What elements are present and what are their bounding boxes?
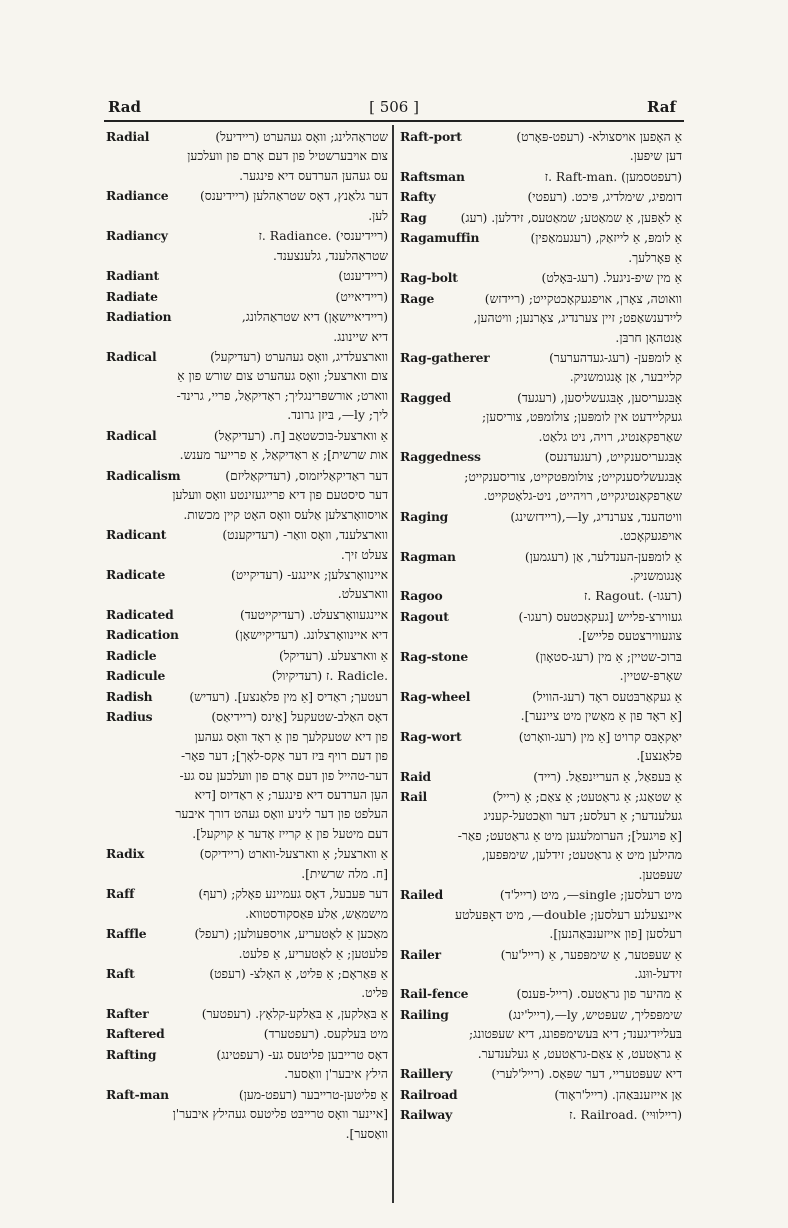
definition-continuation: [אַ פויגעל]; הערומלעגען מיט אַ גראַטעט; פאַר-	[457, 828, 682, 843]
right-column	[400, 127, 682, 1126]
definition-continuation: אויפגעקאָכט.	[619, 529, 682, 544]
entry-first-line	[106, 707, 388, 727]
definition-continuation: ווארצעלט.	[337, 587, 388, 602]
dictionary-entry	[400, 787, 682, 885]
dictionary-entry	[106, 565, 388, 605]
entry-first-line	[400, 727, 682, 747]
definition-text: (רעגו-) .Ragout .ז	[583, 589, 682, 604]
definition-continuation: וואַסער].	[345, 1126, 388, 1141]
headword: Rag	[400, 209, 427, 225]
headword: Raft-man	[106, 1086, 169, 1102]
definition-text: אַ פליטען-טרייבער (רעפט-מען)	[238, 1087, 388, 1102]
headword: Radical	[106, 348, 157, 364]
definition-continuation: העלפט פון דער ליניע וואָס געהט דורך איבער	[175, 807, 388, 822]
headword: Railway	[400, 1107, 453, 1123]
dictionary-entry	[106, 525, 388, 565]
header-rule	[104, 120, 684, 122]
definition-text: (ריילווּיי) .Railroad .ז	[569, 1108, 682, 1123]
definition-text: אַ לומפּען-הענדלער, אַן (רעגמען)	[524, 549, 682, 564]
definition-continuation: בּעלייִדיגענד; דיא בּעשימפּפונג, דיא שעפּטונג;	[469, 1027, 682, 1042]
dictionary-entry	[106, 1024, 388, 1044]
definition-text: אַ פּאַראָם; אַ פּליט, אַ האָלצ- (רעפט)	[209, 967, 388, 982]
dictionary-entry	[400, 268, 682, 288]
entry-first-line	[400, 187, 682, 207]
definition-continuation: קלייבער, אַן אָנגומשניק.	[569, 370, 682, 385]
headword: Radicule	[106, 668, 166, 684]
definition-text: דיא איינוואָרצלונג. (רעדיקיישאָן)	[234, 628, 388, 643]
definition-text: אַ לומפּען- (רעג-געדהערער)	[549, 350, 682, 365]
dictionary-entry	[106, 605, 388, 625]
headword: Rafter	[106, 1005, 149, 1021]
definition-text: יאַקאָבּס קרויט [אַ מין (רעג-וואָרט)	[518, 729, 682, 744]
definition-text: אַ ווארצעלע. (רעדיקל)	[279, 648, 388, 663]
headword: Radication	[106, 627, 179, 643]
headword: Raftsman	[400, 168, 465, 184]
definition-text: שימפּפליך, שעפּטיש, ly—,(רייל'ינג)	[508, 1007, 682, 1022]
definition-text: דער גלאַנץ, דאָס שטראַהלען (ריידיענס)	[200, 189, 388, 204]
headword: Radicate	[106, 566, 166, 582]
definition-continuation: [אַ ראָד פון אַ מאַשין מיט ציינער].	[520, 709, 682, 724]
definition-text: אַ געקאַרבּטעס ראָד (רעג-הוויל)	[532, 689, 682, 704]
entry-first-line	[400, 228, 682, 248]
headword: Radicalism	[106, 467, 181, 483]
headword: Railroad	[400, 1086, 458, 1102]
definition-text: דאָס טרייבען פליטעס גע- (רעפטינג)	[216, 1047, 388, 1062]
dictionary-entry	[106, 1085, 388, 1144]
headword: Radiate	[106, 288, 158, 304]
definition-continuation: דער-טהייל פון דעם אָרם פון וועלכען עס גע-	[179, 768, 388, 783]
headword: Rail	[400, 788, 428, 804]
entry-first-line	[106, 687, 388, 707]
dictionary-entry	[400, 127, 682, 167]
definition-text: אַן אייזענבּאַהן. (רייל'ראָוד)	[554, 1087, 682, 1102]
definition-text: מיט בּעלקעס. (רעפטערד)	[263, 1027, 388, 1042]
headword: Radicle	[106, 647, 157, 663]
headword: Radiation	[106, 309, 172, 325]
headword: Rag-stone	[400, 648, 468, 664]
dictionary-entry	[106, 307, 388, 347]
dictionary-entry	[106, 844, 388, 884]
headword: Raft-port	[400, 129, 462, 144]
dictionary-entry	[400, 1105, 682, 1125]
entry-first-line	[106, 605, 388, 625]
definition-text: דיא שעפּטעריי, דער שפּאַס. (רייל'לערי)	[491, 1067, 682, 1082]
definition-continuation: אָנגומשניק.	[629, 568, 682, 583]
definition-text: אַ ווארצעל; אַ ווארצעל-ווארט (ריידיקס)	[199, 847, 388, 862]
entry-first-line	[400, 787, 682, 807]
entry-first-line	[106, 266, 388, 286]
dictionary-entry	[106, 884, 388, 924]
entry-first-line	[400, 687, 682, 707]
definition-text: בּרוכ-שטיין; אַ מין (רעג-סטאָון)	[535, 649, 682, 664]
definition-continuation: רעלסען [פון אייזענבּאַהנען].	[549, 927, 682, 942]
entry-first-line	[400, 607, 682, 627]
headword: Radical	[106, 427, 157, 443]
dictionary-entry	[400, 984, 682, 1004]
entry-first-line	[106, 565, 388, 585]
dictionary-entry	[400, 767, 682, 787]
definition-continuation: צוגעווירצטעס פלייש].	[578, 629, 682, 644]
headword: Rag-bolt	[400, 270, 458, 286]
definition-text: אַ שטאַנג; אַ גראַטעט; אַ צאַם; אַ (רייל)	[492, 789, 682, 804]
definition-continuation: לייִדענשאַפט; זיין צערנדיג, צאָרנען; וויטהען,	[473, 311, 682, 326]
definition-text: שטראַהלינג; וואָס געהערט (ריידיעל)	[215, 130, 388, 144]
entry-first-line	[106, 287, 388, 307]
definition-text: אָבּגעריסענקייט, (רעגעדנעס)	[544, 450, 682, 465]
definition-text: וויטהענד, צערנדיג, ly—,(ריידזשינג)	[510, 509, 682, 524]
definition-continuation: זידעל-ווּנג.	[634, 967, 682, 982]
dictionary-entry	[400, 586, 682, 606]
definition-text: אַ לאַפּען, אַ שמאַטע; שמאַטעס, זידלען. (רעג)	[460, 210, 682, 225]
definition-continuation: פלאַנצע].	[636, 749, 682, 764]
definition-text: איינגעוואָרצעלט. (רעדיקייטעד)	[239, 607, 388, 622]
definition-text: (ריידיאייט)	[335, 289, 388, 304]
definition-continuation: אייִנצעלנע רעלסען; double—, מיט דאָפּעלטע	[455, 907, 682, 922]
entry-first-line	[106, 666, 388, 686]
headword: Ragoo	[400, 588, 443, 604]
definition-continuation: דיא שיינונג.	[333, 329, 388, 344]
definition-continuation: שאָרפּ-שטיין.	[619, 669, 682, 684]
headword: Rafty	[400, 189, 436, 205]
dictionary-entry	[400, 208, 682, 228]
definition-continuation: אויסוואָרצלען אַלעס וואָס האָט קיין מכשות.	[183, 507, 388, 522]
dictionary-entry	[400, 1085, 682, 1105]
header-right-guideword: Raf	[647, 98, 676, 116]
definition-text: דער ראַדיקאַליזמוס, (רעדיקאַליזם)	[225, 468, 388, 483]
definition-continuation: געלענדער; אַ רעלסע; דער וואַכטעל-קעניג	[483, 809, 682, 824]
definition-text: (ריידיאיישאָן) דיא שטראַהלונג,	[241, 310, 388, 325]
definition-continuation: אות שרשית]; אַ ראַדיקאַל, אַ פרייער מענש.	[179, 448, 388, 463]
headword: Radish	[106, 688, 153, 704]
definition-text: (ריידיענט)	[338, 269, 388, 284]
dictionary-entry	[106, 466, 388, 525]
entry-first-line	[400, 547, 682, 567]
definition-continuation: הילץ איבער'ן וואַסער.	[284, 1067, 388, 1082]
entry-first-line	[106, 307, 388, 327]
entry-first-line	[400, 447, 682, 467]
entry-first-line	[106, 964, 388, 984]
definition-continuation: פּליט.	[361, 986, 388, 1001]
entry-first-line	[400, 984, 682, 1004]
headword: Rail-fence	[400, 986, 469, 1002]
definition-continuation: שעפּטען.	[638, 867, 682, 882]
headword: Raging	[400, 508, 449, 524]
dictionary-entry	[106, 1004, 388, 1024]
headword: Rage	[400, 290, 435, 306]
entry-first-line	[400, 127, 682, 147]
dictionary-entry	[106, 127, 388, 186]
headword: Raft	[106, 966, 135, 982]
dictionary-entry	[106, 924, 388, 964]
entry-first-line	[400, 1085, 682, 1105]
definition-continuation: אַנטהאָן חרבּן.	[615, 330, 682, 345]
definition-text: מיט רעלסען; single—, מיט (רייל'ד)	[499, 888, 682, 903]
entry-first-line	[400, 208, 682, 228]
entry-first-line	[400, 1064, 682, 1084]
dictionary-entry	[106, 666, 388, 686]
dictionary-entry	[400, 647, 682, 687]
headword: Ragged	[400, 389, 451, 405]
definition-text: אַ בּאַלקען, אַ בּאַלקע-קלאָץ. (רעפטער)	[201, 1006, 388, 1021]
entry-first-line	[400, 1105, 682, 1125]
definition-text: מאַכען אַ לאָטעריע, אויספּעולען; (רעפל)	[194, 927, 388, 942]
headword: Raftered	[106, 1026, 165, 1042]
headword: Raggedness	[400, 449, 481, 465]
headword: Raffle	[106, 926, 147, 942]
dictionary-entry	[400, 1064, 682, 1084]
definition-continuation: אָבּגעשליסענקייט; צולומפּטקייט, צוריסענקייט;	[464, 469, 682, 484]
definition-continuation: דעם מיטעל פון אַ קרייז אָדער אַ קויקעל].	[192, 826, 388, 841]
dictionary-entry	[106, 625, 388, 645]
headword: Railed	[400, 887, 444, 903]
headword: Radix	[106, 846, 145, 862]
definition-text: אַ לומפּ, אַ לייזאַק, (רעגעמאַפין)	[530, 231, 682, 246]
dictionary-entry	[106, 186, 388, 226]
headword: Radiancy	[106, 228, 168, 244]
dictionary-entry	[106, 426, 388, 466]
headword: Ragamuffin	[400, 230, 480, 246]
headword: Raillery	[400, 1066, 453, 1082]
dictionary-entry	[400, 607, 682, 647]
dictionary-entry	[400, 507, 682, 547]
dictionary-entry	[400, 348, 682, 388]
dictionary-entry	[106, 226, 388, 266]
definition-continuation: עס געהען הערדעס דיא פינגער.	[239, 168, 388, 183]
definition-text: אַ בּעפאַל, אַ הערייִנפאַל. (רייד)	[533, 769, 682, 784]
dictionary-entry	[106, 287, 388, 307]
headword: Radius	[106, 709, 153, 725]
entry-first-line	[106, 1085, 388, 1105]
definition-continuation: מהילען מיט אַ גראַטעט; זידלען, שימפּפען,	[481, 848, 682, 863]
entry-first-line	[106, 127, 388, 147]
dictionary-entry	[400, 228, 682, 268]
headword: Raid	[400, 768, 431, 784]
entry-first-line	[106, 426, 388, 446]
definition-text: אַ מהיער פון גראַטעס. (רייל-פּענס)	[516, 987, 682, 1002]
entry-first-line	[400, 289, 682, 309]
definition-text: רעטעך; ראַדיס [אַ מין פלאַנצע]. (רעדיש)	[189, 689, 388, 704]
headword: Radicated	[106, 606, 174, 622]
dictionary-entry	[106, 707, 388, 844]
entry-first-line	[400, 507, 682, 527]
definition-continuation: פלעטען; אַ לאָטעריע, אַ פלעט.	[238, 946, 388, 961]
dictionary-entry	[400, 447, 682, 506]
definition-continuation: שאַרפקאַנטיג, רויה, ניט גלאַט.	[538, 429, 682, 444]
headword: Radial	[106, 129, 150, 144]
entry-first-line	[400, 388, 682, 408]
definition-continuation: שאַרפקאַנטיגקייט, רויהייט, ניט-גלאַטקייט.	[483, 489, 682, 504]
entry-first-line	[400, 945, 682, 965]
entry-first-line	[106, 884, 388, 904]
entry-first-line	[400, 647, 682, 667]
definition-continuation: פון דעם רויף בּיז דער אַקס-לאָך]; דער פאָר-	[180, 749, 388, 764]
definition-continuation: מישמאַש, אַלע פּאַסקודסטווא.	[245, 906, 388, 921]
definition-continuation: צום אויבערשטיל פון דעם אָרם פון וועלכען	[187, 149, 388, 164]
definition-text: דער פּעבעל, דאָס געמיינע פאָלק; (רעף)	[198, 887, 388, 902]
entry-first-line	[400, 167, 682, 187]
entry-first-line	[400, 767, 682, 787]
entry-first-line	[400, 348, 682, 368]
definition-text: איינוואָרצלען; איינגע- (רעדיקייט)	[231, 567, 388, 582]
definition-continuation: געקליידעט אין לומפּען; צולומפּט, צוריסען;	[482, 410, 682, 425]
dictionary-entry	[400, 687, 682, 727]
dictionary-entry	[106, 266, 388, 286]
entry-first-line	[106, 1004, 388, 1024]
definition-text: (רעפטסמען) .Raft-man .ז	[544, 169, 682, 184]
entry-first-line	[400, 586, 682, 606]
definition-text: אַ מין שיפ-ניגעל. (רעג-בּאָלט)	[541, 271, 682, 286]
headword: Radiance	[106, 188, 169, 204]
dictionary-entry	[400, 187, 682, 207]
dictionary-entry	[106, 1045, 388, 1085]
definition-continuation: דען שיפען.	[629, 149, 682, 164]
dictionary-entry	[400, 289, 682, 348]
definition-continuation: שטראַהלענד, גלענצענד.	[272, 248, 388, 263]
definition-continuation: פון דיא שטעקלעך פון אַ ראָד וואָס געהען	[194, 729, 388, 744]
definition-text: געווירצ-פלייש [געקאָכטעס (רעגו-)	[518, 609, 682, 624]
headword: Railing	[400, 1006, 449, 1022]
dictionary-entry	[400, 945, 682, 985]
definition-continuation: אַ פּאָרלעך.	[628, 250, 682, 265]
definition-text: (ריידיענסי) .Radiance .ז	[258, 229, 388, 244]
headword: Raff	[106, 886, 135, 902]
dictionary-entry	[400, 885, 682, 944]
definition-text: אַ ווארצעל-בּוכשטאַב [ח. (רעדיקאַל)	[213, 428, 388, 443]
definition-continuation: צום ווארצעל; וואָס געהערט צום שורש פון אַ	[177, 369, 388, 384]
column-separator	[392, 125, 394, 1203]
entry-first-line	[106, 226, 388, 246]
entry-first-line	[400, 268, 682, 288]
dictionary-entry	[400, 1005, 682, 1064]
dictionary-entry	[106, 646, 388, 666]
page-number: [ 506 ]	[369, 98, 419, 116]
headword: Rafting	[106, 1046, 157, 1062]
definition-continuation: צעלט זיך.	[340, 547, 388, 562]
entry-first-line	[106, 1045, 388, 1065]
dictionary-entry	[106, 347, 388, 426]
dictionary-entry	[400, 388, 682, 447]
definition-text: אַ שעפּטער, אַ שימפּפער, אַ (רייל'ער)	[500, 947, 682, 962]
entry-first-line	[400, 885, 682, 905]
dictionary-entry	[106, 687, 388, 707]
definition-text: וואוטה, צאָרן, אויפגעקאָכטקייט; (ריידזש)	[484, 291, 682, 306]
entry-first-line	[106, 466, 388, 486]
dictionary-entry	[400, 167, 682, 187]
definition-continuation: העַן הערדעס דיא פינגער; אַ ראַדיוס [דיא	[194, 787, 388, 802]
entry-first-line	[400, 1005, 682, 1025]
definition-text: ווארצלענד, וואָס וואַר- (רעדיקענט)	[222, 528, 388, 543]
entry-first-line	[106, 844, 388, 864]
entry-first-line	[106, 347, 388, 367]
headword: Rag-wheel	[400, 688, 471, 704]
definition-text: אַ האָפען אויסצולא- (רעפט-פּאָרט)	[516, 130, 682, 144]
definition-text: דומפיג, שימלדיג, פּיכט. (רעפטי)	[527, 190, 682, 205]
definition-text: דאָס האַלב-שטעקעל [אַינס (ריידיאַס)	[211, 710, 388, 725]
definition-continuation: דער סיסטעם פון דיא פרייגעזינטע וואָס וועלען	[172, 488, 388, 503]
headword: Ragout	[400, 608, 449, 624]
definition-continuation: [איינער וואָס טרייבּט פליטעס געהילץ איבער'ן	[172, 1107, 388, 1122]
dictionary-entry	[400, 547, 682, 587]
header-left-guideword: Rad	[108, 98, 142, 116]
definition-text: .Radicle .ז (רעדיקיול)	[271, 669, 388, 684]
headword: Railer	[400, 946, 441, 962]
headword: Rag-gatherer	[400, 349, 490, 365]
headword: Radicant	[106, 527, 167, 543]
definition-continuation: [ח. מלה שרשית].	[301, 866, 388, 881]
definition-continuation: אַ גראַטעט, אַ צאַם-גראַטעט, אַ געלענדער.	[477, 1046, 682, 1061]
entry-first-line	[106, 1024, 388, 1044]
dictionary-entry	[400, 727, 682, 767]
left-column	[106, 127, 388, 1144]
entry-first-line	[106, 646, 388, 666]
entry-first-line	[106, 625, 388, 645]
entry-first-line	[106, 525, 388, 545]
page-header	[108, 94, 676, 120]
definition-continuation: ווארט; אורשפּרינגליך; ראַדיקאַל, פריי, גרינד-	[176, 388, 388, 403]
entry-first-line	[106, 186, 388, 206]
headword: Radiant	[106, 268, 159, 284]
definition-continuation: לען.	[368, 208, 388, 223]
definition-continuation: ליך; ly—, בּיזן גרונד.	[287, 408, 388, 423]
definition-text: ווארצעלדיג, וואָס געהערט (רעדיקעל)	[210, 349, 388, 364]
headword: Ragman	[400, 548, 456, 564]
entry-first-line	[106, 924, 388, 944]
headword: Rag-wort	[400, 728, 462, 744]
dictionary-entry	[106, 964, 388, 1004]
definition-text: אָבּגעריסען, אָבּגעשליסען, (רעגעד)	[517, 390, 682, 405]
